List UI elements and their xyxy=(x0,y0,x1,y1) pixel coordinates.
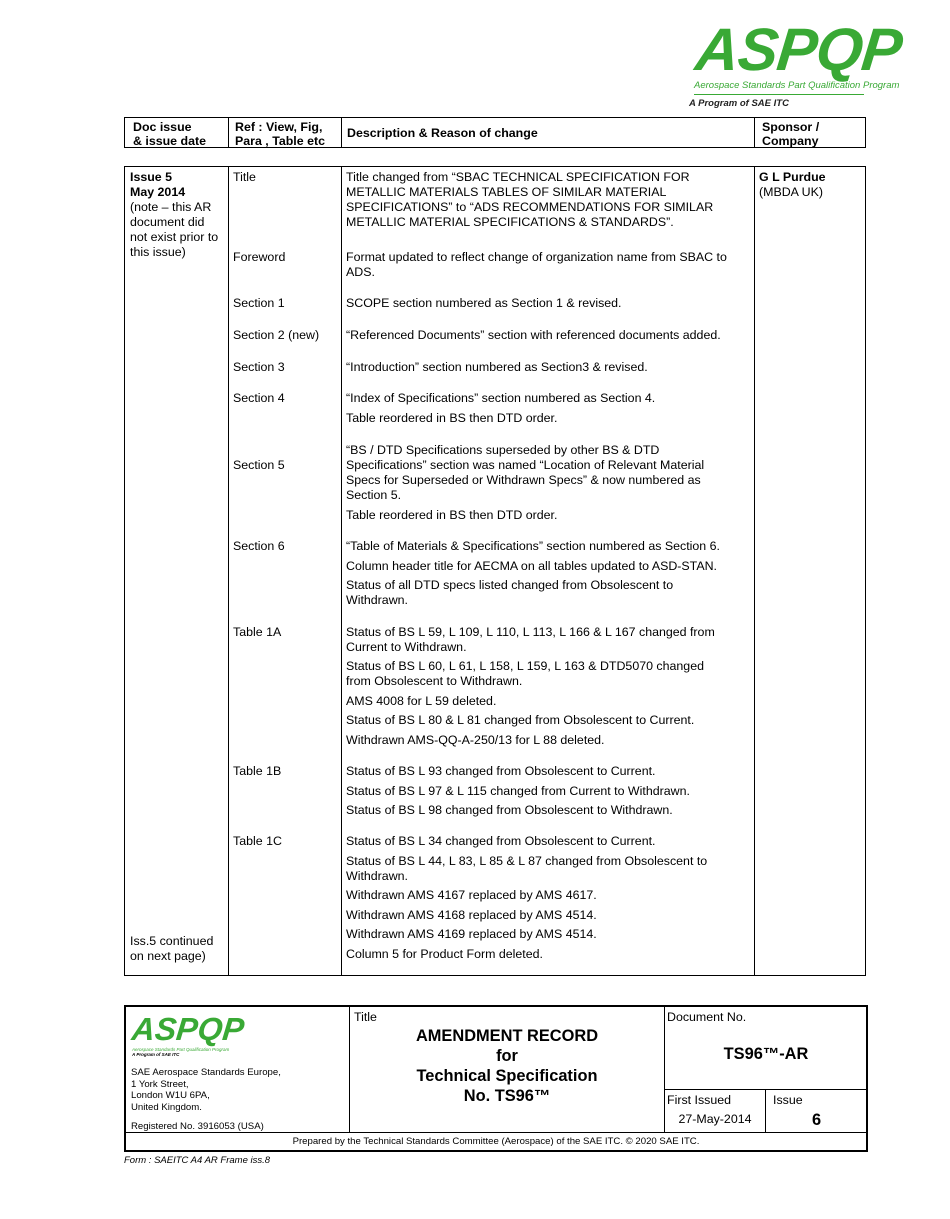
desc-line: Specs for Superseded or Withdrawn Specs” & now numbered as xyxy=(346,473,701,487)
logo-subtitle: Aerospace Standards Part Qualification Program xyxy=(694,80,900,91)
logo-program: A Program of SAE ITC xyxy=(689,98,789,109)
header-sponsor-line1: Sponsor / xyxy=(762,120,820,134)
desc-title xyxy=(346,170,713,230)
divider xyxy=(754,167,755,975)
footer-title-line: Technical Specification xyxy=(416,1067,598,1085)
logo-wordmark: ASPQP xyxy=(692,16,905,83)
desc-line: SPECIFICATIONS” to “ADS RECOMMENDATIONS FOR SIMILAR xyxy=(346,200,714,214)
issue-note-line: (note – this AR xyxy=(130,200,212,214)
issue-continued-line: Iss.5 continued xyxy=(130,934,214,948)
footer-title-line: for xyxy=(496,1047,518,1065)
sponsor-company: (MBDA UK) xyxy=(759,185,824,199)
header-doc-issue-line2: & issue date xyxy=(133,134,206,148)
address-line: United Kingdom. xyxy=(131,1101,202,1113)
issue-note xyxy=(130,200,218,260)
desc-t1a-2 xyxy=(346,659,704,689)
prepared-by: Prepared by the Technical Standards Committee (Aerospace) of the SAE ITC. © 2020 SAE ITC. xyxy=(292,1136,700,1147)
issue-number: 6 xyxy=(811,1111,822,1129)
header-ref-line2: Para , Table etc xyxy=(235,134,325,148)
desc-t1a-1 xyxy=(346,625,715,655)
table-header xyxy=(124,117,866,148)
divider xyxy=(664,1089,868,1090)
desc-line: Format updated to reflect change of organization name from SBAC to xyxy=(346,250,727,264)
desc-section2: “Referenced Documents” section with referenced documents added. xyxy=(346,328,721,342)
desc-t1c-4: Withdrawn AMS 4168 replaced by AMS 4514. xyxy=(346,908,597,922)
desc-section1: SCOPE section numbered as Section 1 & revised. xyxy=(346,296,622,310)
header-ref-line1: Ref : View, Fig, xyxy=(235,120,323,134)
header-sponsor xyxy=(762,120,819,149)
desc-line: Status of BS L 44, L 83, L 85 & L 87 changed from Obsolescent to xyxy=(346,854,708,868)
divider xyxy=(228,167,229,975)
issue-label: Issue xyxy=(773,1093,803,1107)
desc-section4a: “Index of Specifications” section numbered as Section 4. xyxy=(346,391,656,405)
desc-section4b: Table reordered in BS then DTD order. xyxy=(346,411,558,425)
issue-date: May 2014 xyxy=(130,185,186,199)
sponsor-name: G L Purdue xyxy=(759,170,826,184)
desc-line: Current to Withdrawn. xyxy=(346,640,467,654)
address-line: 1 York Street, xyxy=(131,1078,189,1090)
issue-note-line: this issue) xyxy=(130,245,186,259)
footer-title-line: No. TS96™ xyxy=(463,1087,551,1105)
footer-title-label: Title xyxy=(354,1010,377,1024)
header-sponsor-line2: Company xyxy=(762,134,819,148)
desc-t1a-4: Status of BS L 80 & L 81 changed from Obsolescent to Current. xyxy=(346,713,695,727)
doc-no-label: Document No. xyxy=(667,1010,747,1024)
desc-line: “BS / DTD Specifications superseded by other BS & DTD xyxy=(346,443,660,457)
aspqp-logo xyxy=(689,14,905,114)
desc-section5a xyxy=(346,443,704,503)
divider xyxy=(341,118,342,147)
ref-section5: Section 5 xyxy=(233,458,285,472)
desc-line: Section 5. xyxy=(346,488,402,502)
desc-t1a-5: Withdrawn AMS-QQ-A-250/13 for L 88 deleted. xyxy=(346,733,605,747)
ref-table1c: Table 1C xyxy=(233,834,282,848)
first-issued: 27-May-2014 xyxy=(678,1112,752,1126)
logo-rule xyxy=(694,94,864,95)
header-doc-issue xyxy=(133,120,206,149)
desc-line: ADS. xyxy=(346,265,375,279)
issue-note-line: not exist prior to xyxy=(130,230,219,244)
desc-t1b-3: Status of BS L 98 changed from Obsolescent to Withdrawn. xyxy=(346,803,673,817)
desc-t1b-1: Status of BS L 93 changed from Obsolescent to Current. xyxy=(346,764,656,778)
footer-logo xyxy=(132,1011,244,1057)
desc-t1c-2 xyxy=(346,854,707,884)
desc-line: Withdrawn. xyxy=(346,593,408,607)
amendment-table xyxy=(124,166,866,976)
divider xyxy=(126,1132,866,1133)
desc-line: Specifications” section was named “Location of Relevant Material xyxy=(346,458,705,472)
desc-t1b-2: Status of BS L 97 & L 115 changed from Current to Withdrawn. xyxy=(346,784,690,798)
issue-continued xyxy=(130,934,213,964)
header-doc-issue-line1: Doc issue xyxy=(133,120,192,134)
ref-foreword: Foreword xyxy=(233,250,286,264)
desc-line: Status of BS L 59, L 109, L 110, L 113, L 166 & L 167 changed from xyxy=(346,625,715,639)
ref-section4: Section 4 xyxy=(233,391,285,405)
issue-title: Issue 5 xyxy=(130,170,173,184)
footer-logo-subtitle: Aerospace Standards Part Qualification Program xyxy=(132,1047,230,1052)
divider xyxy=(228,118,229,147)
header-ref xyxy=(235,120,325,149)
desc-foreword xyxy=(346,250,727,280)
desc-line: METALLIC MATERIAL SPECIFICATIONS & STANDARDS”. xyxy=(346,215,674,229)
footer-title xyxy=(350,1026,664,1106)
footer-title-line: AMENDMENT RECORD xyxy=(415,1027,599,1045)
desc-section6b: Column header title for AECMA on all tables updated to ASD-STAN. xyxy=(346,559,717,573)
desc-section6c xyxy=(346,578,673,608)
ref-title: Title xyxy=(233,170,256,184)
desc-section3: “Introduction” section numbered as Section3 & revised. xyxy=(346,360,648,374)
desc-section5b: Table reordered in BS then DTD order. xyxy=(346,508,558,522)
desc-line: Title changed from “SBAC TECHNICAL SPECIFICATION FOR xyxy=(346,170,690,184)
header-description: Description & Reason of change xyxy=(347,126,538,140)
desc-t1a-3: AMS 4008 for L 59 deleted. xyxy=(346,694,497,708)
address-line: SAE Aerospace Standards Europe, xyxy=(131,1067,281,1078)
desc-t1c-5: Withdrawn AMS 4169 replaced by AMS 4514. xyxy=(346,927,597,941)
desc-line: METALLIC MATERIALS TABLES OF SIMILAR MATERIAL xyxy=(346,185,667,199)
ref-section1: Section 1 xyxy=(233,296,285,310)
desc-t1c-6: Column 5 for Product Form deleted. xyxy=(346,947,543,961)
footer-logo-wordmark: ASPQP xyxy=(130,1011,246,1047)
doc-no: TS96™-AR xyxy=(723,1045,809,1063)
desc-line: Status of all DTD specs listed changed from Obsolescent to xyxy=(346,578,674,592)
footer-frame xyxy=(124,1005,868,1152)
address-line: London W1U 6PA, xyxy=(131,1090,210,1101)
desc-t1c-1: Status of BS L 34 changed from Obsolescent to Current. xyxy=(346,834,656,848)
footer-logo-program: A Program of SAE ITC xyxy=(132,1052,180,1057)
desc-line: from Obsolescent to Withdrawn. xyxy=(346,674,523,688)
divider xyxy=(754,118,755,147)
desc-section6a: “Table of Materials & Specifications” section numbered as Section 6. xyxy=(346,539,720,553)
issue-note-line: document did xyxy=(130,215,205,229)
ref-section2: Section 2 (new) xyxy=(233,328,320,342)
desc-line: Status of BS L 60, L 61, L 158, L 159, L 163 & DTD5070 changed xyxy=(346,659,704,673)
issue-continued-line: on next page) xyxy=(130,949,206,963)
ref-section6: Section 6 xyxy=(233,539,285,553)
footer-registered: Registered No. 3916053 (USA) xyxy=(131,1121,264,1132)
desc-line: Withdrawn. xyxy=(346,869,408,883)
divider xyxy=(341,167,342,975)
ref-table1b: Table 1B xyxy=(233,764,282,778)
ref-section3: Section 3 xyxy=(233,360,285,374)
form-note: Form : SAEITC A4 AR Frame iss.8 xyxy=(124,1155,271,1166)
footer-address xyxy=(131,1067,281,1113)
desc-t1c-3: Withdrawn AMS 4167 replaced by AMS 4617. xyxy=(346,888,597,902)
ref-table1a: Table 1A xyxy=(233,625,282,639)
first-issued-label: First Issued xyxy=(667,1093,732,1107)
